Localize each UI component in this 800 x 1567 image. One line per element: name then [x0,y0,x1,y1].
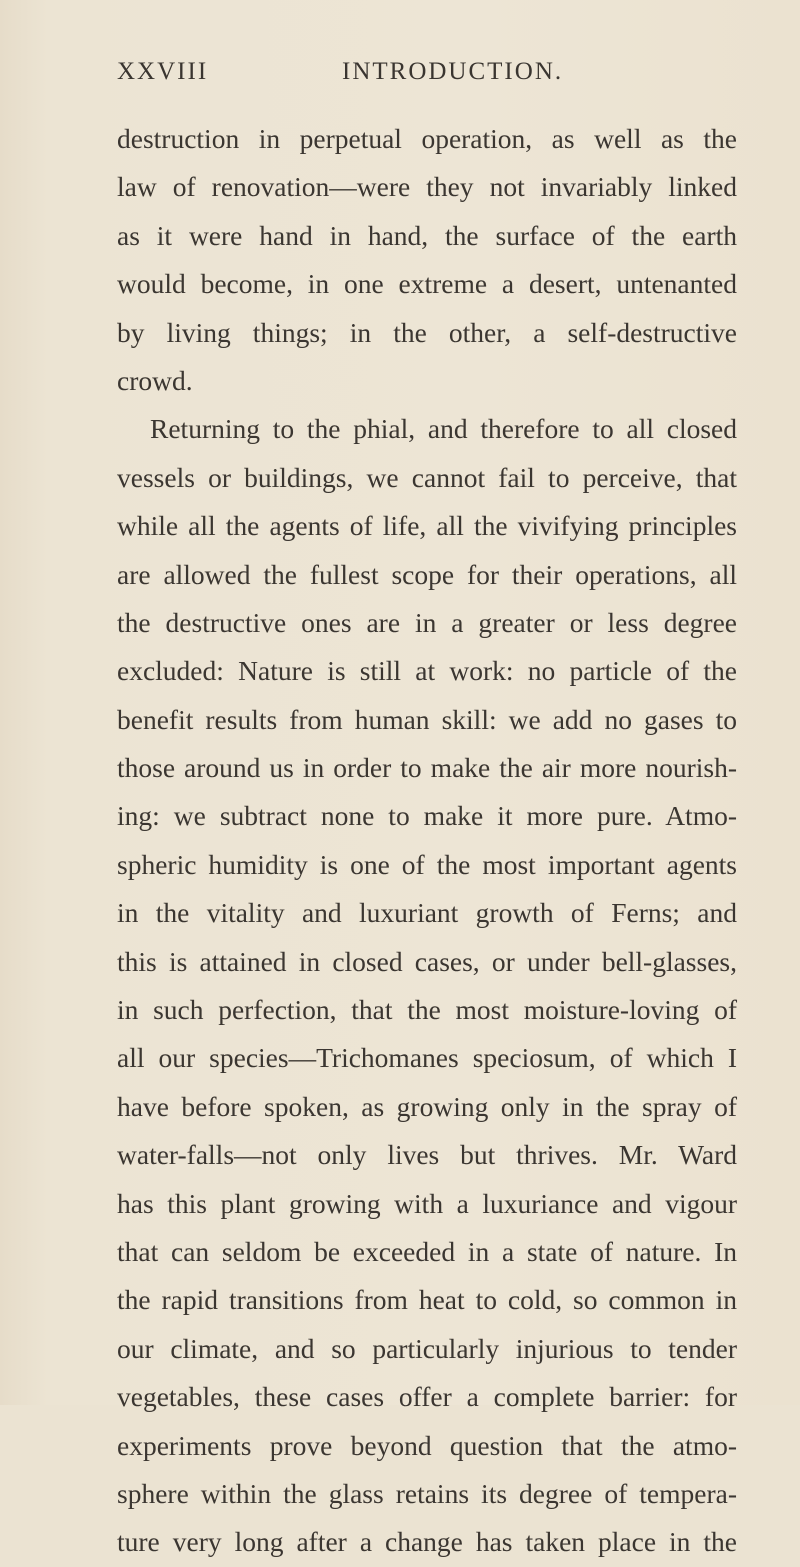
text-line: those around us in order to make the air more nourish- [117,752,737,784]
text-line: are allowed the fullest scope for their operations, all [117,558,737,590]
text-line: ing: we subtract none to make it more pure. Atmo- [117,800,737,832]
text-line: the rapid transitions from heat to cold, so common in [117,1284,737,1316]
text-line: vessels or buildings, we cannot fail to perceive, that [117,461,737,493]
text-line: ture very long after a change has taken place in the [117,1526,737,1558]
text-line: has this plant growing with a luxuriance and vigour [117,1187,737,1219]
text-line: by living things; in the other, a self-destructive [117,316,737,348]
text-line: excluded: Nature is still at work: no particle of the [117,655,737,687]
text-line: destruction in perpetual operation, as well as the [117,123,737,154]
text-line: law of renovation—were they not invariably linked [117,171,737,203]
text-line: while all the agents of life, all the vivifying principles [117,510,737,542]
page-number: XXVIII [117,58,209,85]
text-line: this is attained in closed cases, or under bell-glasses, [117,945,737,977]
body-text [117,115,737,1567]
text-line: sphere within the glass retains its degree of tempera- [117,1477,737,1509]
text-line: as it were hand in hand, the surface of the earth [117,219,737,251]
text-line: crowd. [117,364,193,396]
text-line: that can seldom be exceeded in a state of nature. In [117,1235,737,1267]
text-line: in the vitality and luxuriant growth of Ferns; and [117,897,737,929]
text-line: benefit results from human skill: we add no gases to [117,703,737,735]
running-title: INTRODUCTION. [342,58,564,85]
running-head [117,58,737,88]
text-line: spheric humidity is one of the most important agents [117,848,737,880]
text-line: in such perfection, that the most moisture-loving of [117,994,737,1026]
text-line: the destructive ones are in a greater or less degree [117,606,737,638]
text-line: experiments prove beyond question that the atmo- [117,1429,737,1461]
text-line: vegetables, these cases offer a complete barrier: for [117,1381,737,1413]
text-line: would become, in one extreme a desert, untenanted [117,268,737,300]
text-line: our climate, and so particularly injurious to tender [117,1332,737,1364]
text-line: water-falls—not only lives but thrives. Mr. Ward [117,1139,737,1171]
text-line: have before spoken, as growing only in the spray of [117,1090,737,1122]
paragraph-start-line: Returning to the phial, and therefore to all closed [150,413,737,445]
text-line: all our species—Trichomanes speciosum, of which I [117,1042,737,1074]
